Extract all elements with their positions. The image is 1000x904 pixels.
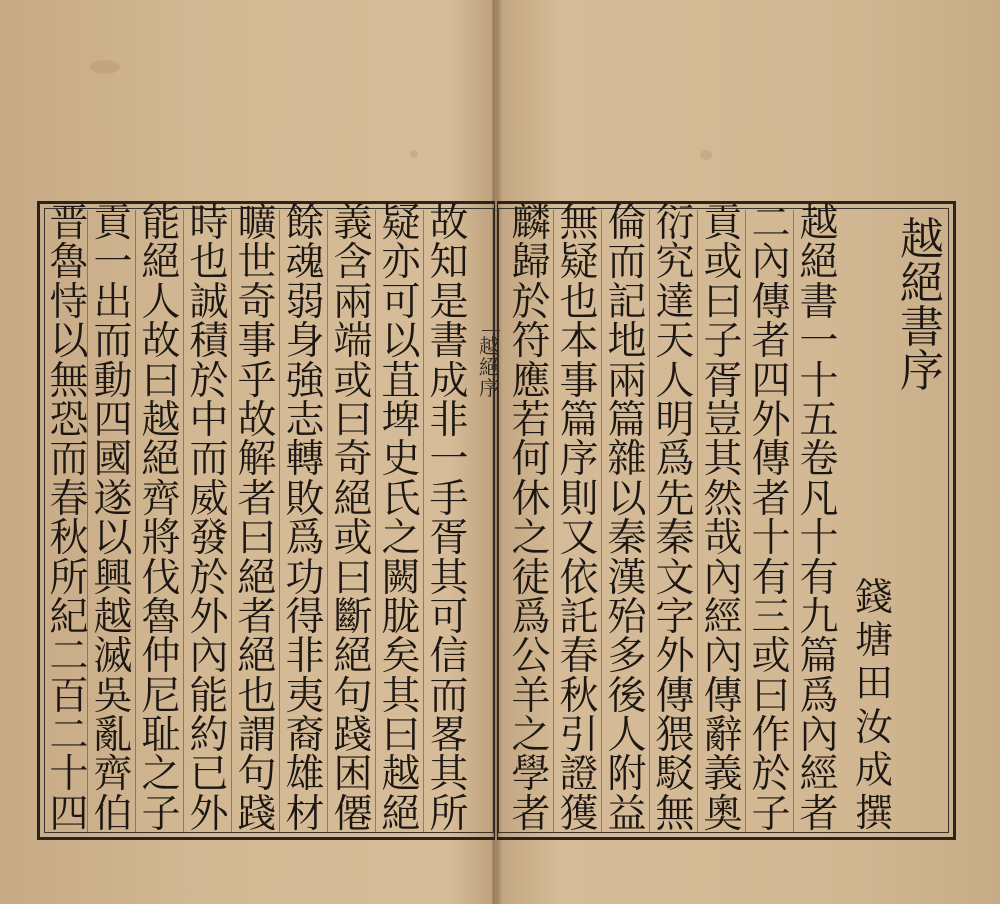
text-column: 故 知 是 書 成 非 一 手 胥 其 可 信 而 畧 其 所 bbox=[429, 201, 469, 837]
text-column: 二 內 傳 者 四 外 傳 者 十 有 三 或 曰 作 於 子 bbox=[751, 201, 791, 837]
text-column: 時 也 誠 積 於 中 而 威 發 於 外 內 能 約 已 外 bbox=[189, 201, 229, 837]
preface-title: 越 絕 書 序 bbox=[900, 214, 944, 397]
paper-stain bbox=[410, 150, 418, 158]
text-column: 義 含 兩 端 或 曰 奇 絕 或 曰 斷 絕 句 踐 困 僊 bbox=[333, 201, 373, 837]
text-column: 餘 魂 弱 身 強 志 轉 敗 爲 功 得 非 夷 裔 雄 材 bbox=[285, 201, 325, 837]
text-column: 貢 或 曰 子 胥 豈 其 然 哉 內 經 內 傳 辭 義 奧 bbox=[703, 201, 743, 837]
text-column: 曠 世 奇 事 乎 故 解 者 曰 絕 者 絕 也 謂 句 踐 bbox=[237, 201, 277, 837]
text-column: 貢 一 出 而 動 四 國 遂 以 興 越 滅 吳 亂 齊 伯 bbox=[93, 201, 133, 837]
text-column: 衍 究 達 天 人 明 爲 先 秦 文 字 外 傳 猥 駁 無 bbox=[655, 201, 695, 837]
text-column: 疑 亦 可 以 苴 埤 史 氏 之 闕 胧 矣 其 曰 越 絕 bbox=[381, 201, 421, 837]
text-column: 越 絕 書 一 十 五 卷 凡 十 有 九 篇 爲 內 經 者 bbox=[799, 201, 839, 837]
text-column: 麟 歸 於 符 應 若 何 休 之 徒 爲 公 羊 之 學 者 bbox=[511, 201, 551, 837]
paper-stain bbox=[700, 150, 712, 160]
text-column: 能 絕 人 故 曰 越 絕 齊 將 伐 魯 仲 尼 耻 之 子 bbox=[141, 201, 181, 837]
text-column: 無 疑 也 本 事 篇 序 則 又 依 託 春 秋 引 證 獲 bbox=[559, 201, 599, 837]
author-line: 錢 塘 田 汝 成 撰 bbox=[854, 575, 893, 835]
paper-stain bbox=[90, 60, 120, 74]
text-column: 晋 魯 恃 以 無 恐 而 春 秋 所 紀 二 百 二 十 四 bbox=[49, 201, 89, 837]
text-column: 倫 而 記 地 兩 篇 雜 以 秦 漢 殆 多 後 人 附 益 bbox=[607, 201, 647, 837]
banxin-label: 越 絕 序 bbox=[479, 334, 499, 400]
